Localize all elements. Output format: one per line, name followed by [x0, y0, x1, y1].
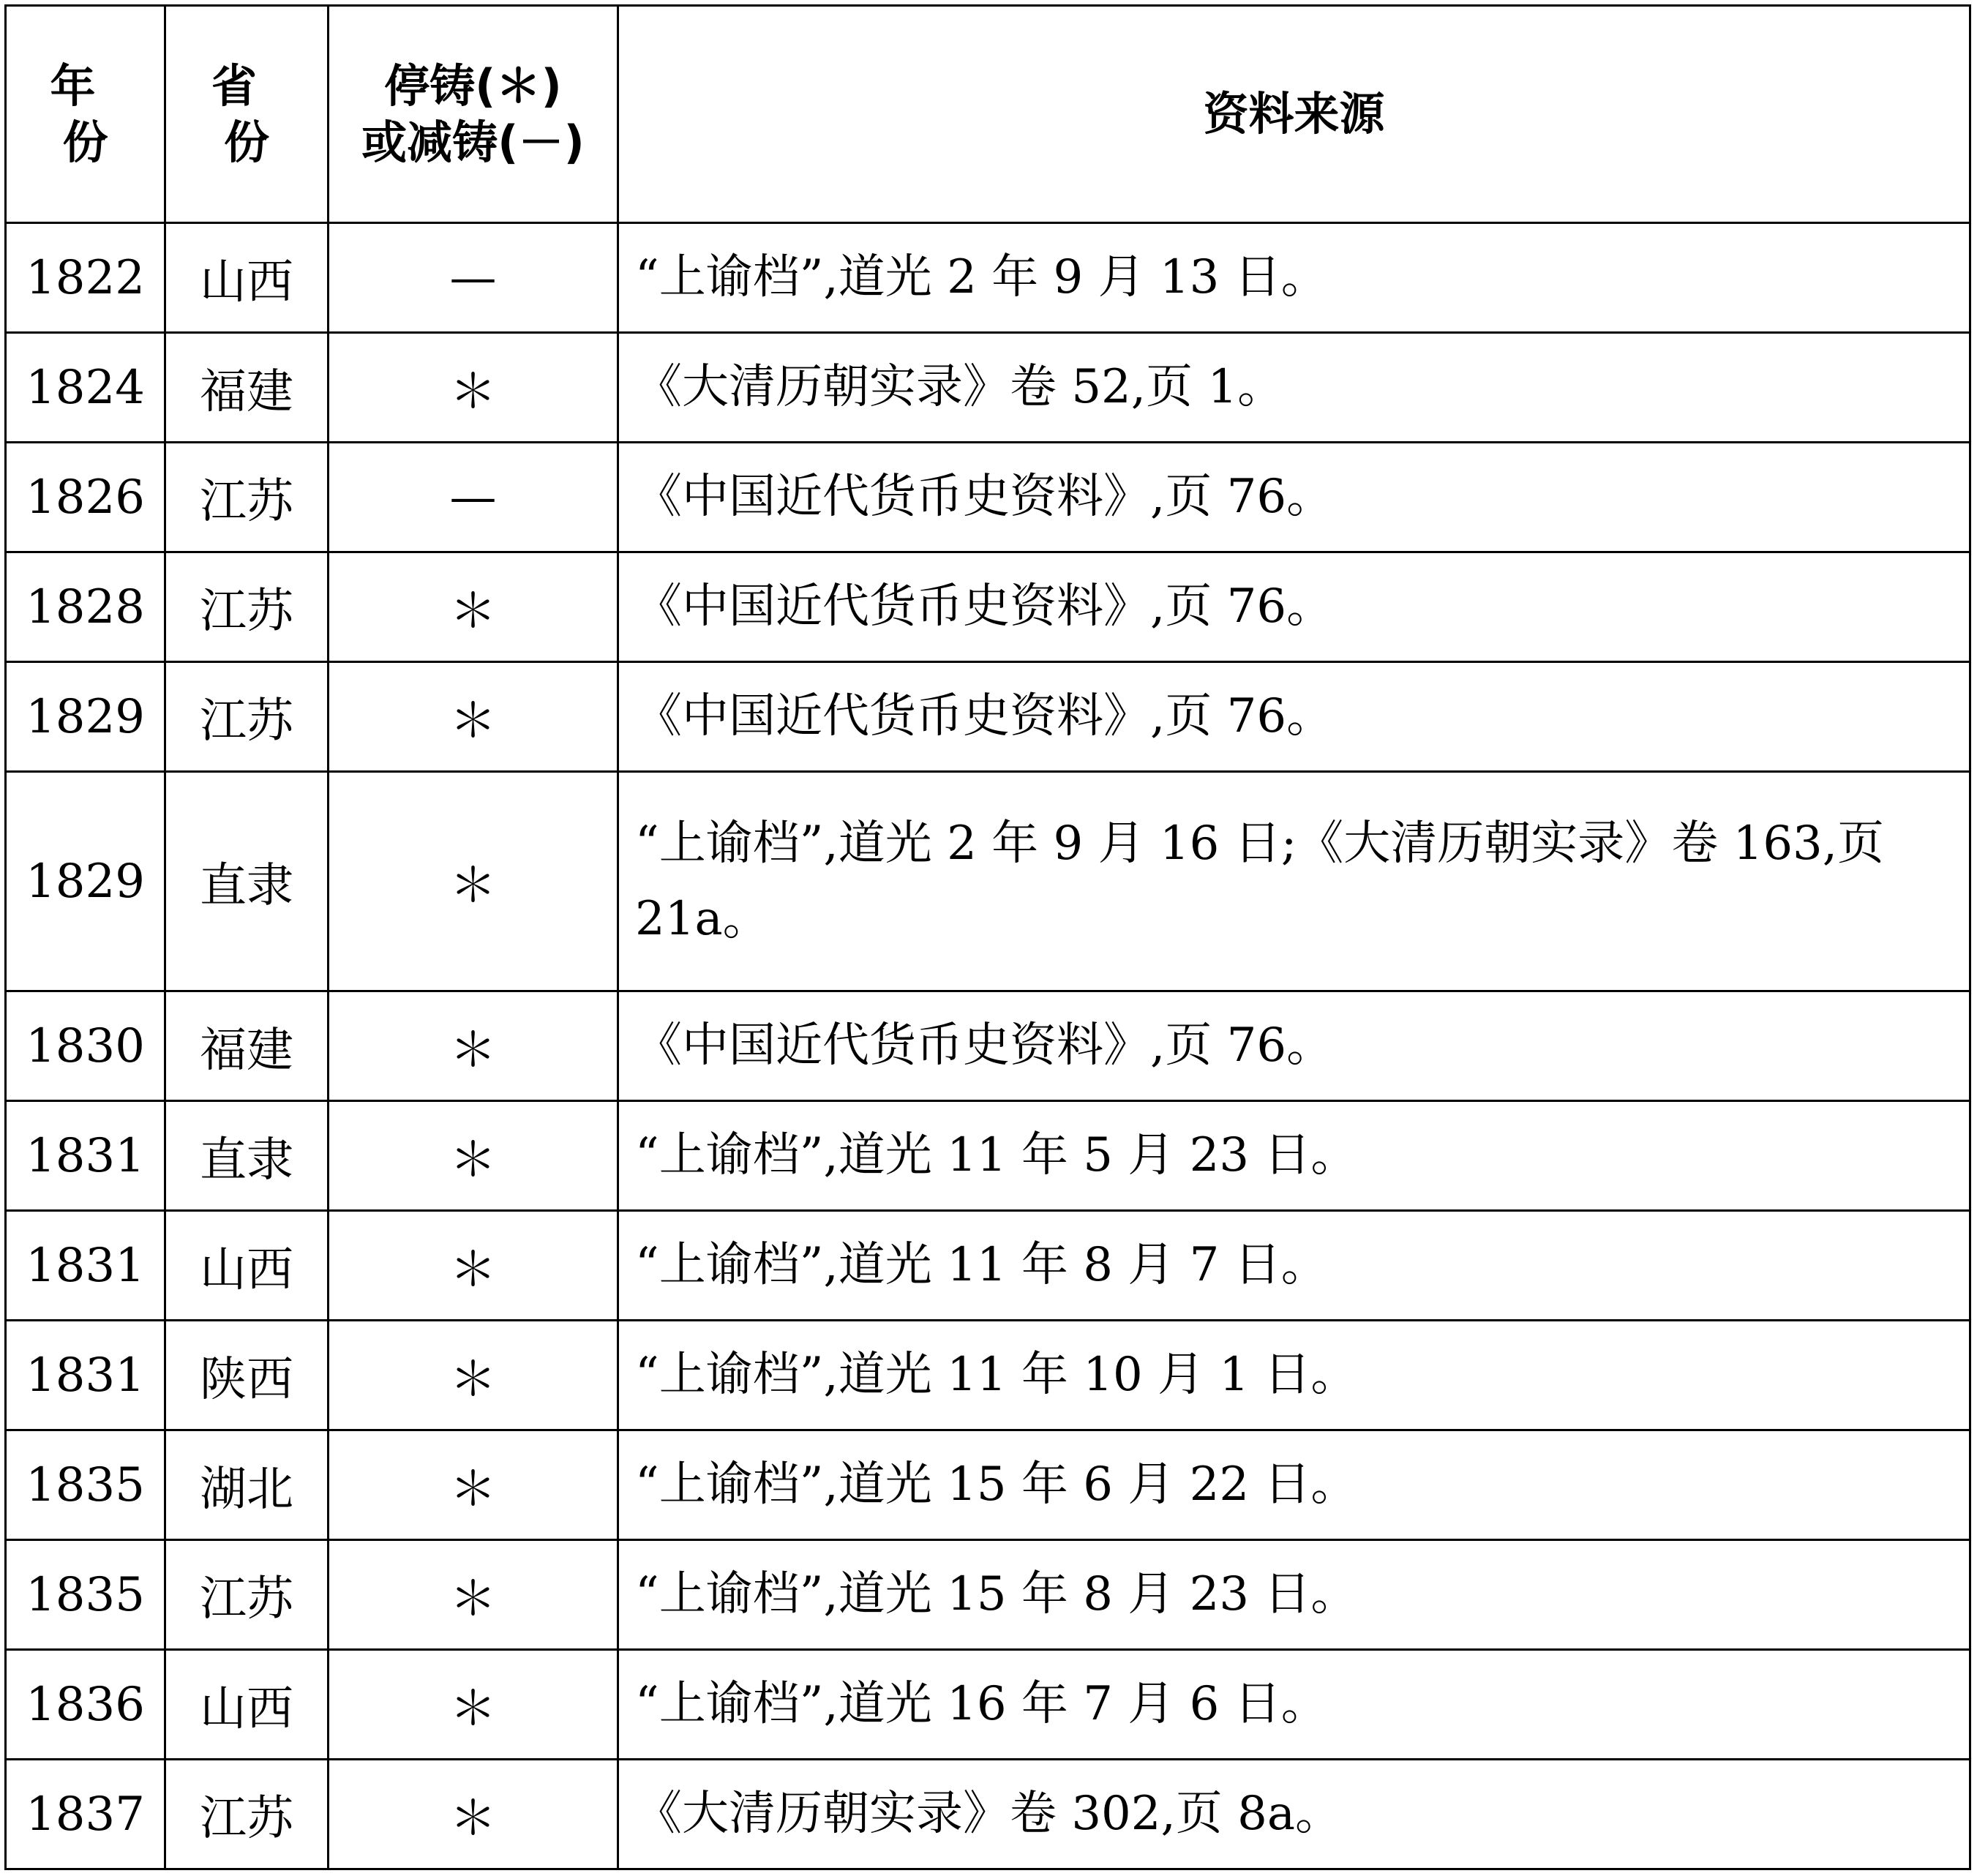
cell-year: 1831 — [6, 1321, 165, 1430]
cell-mark: ＊ — [329, 1101, 618, 1211]
cell-mark: ＊ — [329, 1650, 618, 1760]
header-mark-line1: 停铸(＊) — [384, 59, 562, 113]
cell-source: 《中国近代货币史资料》,页 76。 — [618, 662, 1970, 772]
cell-source: “上谕档”,道光 11 年 5 月 23 日。 — [618, 1101, 1970, 1211]
cell-province: 山西 — [165, 1211, 329, 1321]
mint-suspension-table — [4, 4, 1971, 1870]
cell-mark: ＊ — [329, 772, 618, 991]
cell-year: 1835 — [6, 1540, 165, 1650]
cell-year: 1829 — [6, 772, 165, 991]
header-year: 年 份 — [6, 6, 165, 223]
cell-province: 福建 — [165, 333, 329, 443]
cell-mark: ＊ — [329, 662, 618, 772]
cell-province: 陕西 — [165, 1321, 329, 1430]
table-row — [6, 443, 1970, 552]
header-mark-line2: 或减铸(－) — [361, 116, 585, 169]
cell-province: 山西 — [165, 1650, 329, 1760]
cell-province: 山西 — [165, 223, 329, 333]
header-mark — [329, 6, 618, 223]
header-source: 资料来源 — [618, 6, 1970, 223]
cell-source: 《中国近代货币史资料》,页 76。 — [618, 443, 1970, 552]
cell-year: 1826 — [6, 443, 165, 552]
cell-year: 1836 — [6, 1650, 165, 1760]
table-row — [6, 772, 1970, 991]
cell-source: 《中国近代货币史资料》,页 76。 — [618, 552, 1970, 662]
cell-year: 1831 — [6, 1101, 165, 1211]
table-row — [6, 223, 1970, 333]
cell-province: 福建 — [165, 991, 329, 1101]
cell-mark: ＊ — [329, 1321, 618, 1430]
cell-mark: ＊ — [329, 1211, 618, 1321]
header-row — [6, 6, 1970, 223]
cell-year: 1835 — [6, 1430, 165, 1540]
cell-province: 江苏 — [165, 1540, 329, 1650]
cell-province: 直隶 — [165, 1101, 329, 1211]
cell-year: 1830 — [6, 991, 165, 1101]
table-row — [6, 552, 1970, 662]
table-row — [6, 662, 1970, 772]
cell-province: 江苏 — [165, 662, 329, 772]
table-row — [6, 1760, 1970, 1869]
cell-province: 江苏 — [165, 552, 329, 662]
cell-source: “上谕档”,道光 11 年 8 月 7 日。 — [618, 1211, 1970, 1321]
cell-mark: — — [329, 443, 618, 552]
table-row — [6, 991, 1970, 1101]
table-body — [6, 223, 1970, 1869]
cell-mark: ＊ — [329, 333, 618, 443]
cell-year: 1837 — [6, 1760, 165, 1869]
table-row — [6, 1430, 1970, 1540]
table-row — [6, 1321, 1970, 1430]
header-province: 省 份 — [165, 6, 329, 223]
cell-source: “上谕档”,道光 15 年 8 月 23 日。 — [618, 1540, 1970, 1650]
cell-source: “上谕档”,道光 15 年 6 月 22 日。 — [618, 1430, 1970, 1540]
cell-province: 湖北 — [165, 1430, 329, 1540]
cell-mark: ＊ — [329, 552, 618, 662]
cell-source: “上谕档”,道光 2 年 9 月 13 日。 — [618, 223, 1970, 333]
table-row — [6, 1211, 1970, 1321]
table-row — [6, 1540, 1970, 1650]
cell-source: “上谕档”,道光 11 年 10 月 1 日。 — [618, 1321, 1970, 1430]
cell-year: 1822 — [6, 223, 165, 333]
cell-year: 1829 — [6, 662, 165, 772]
cell-mark: ＊ — [329, 1540, 618, 1650]
cell-source: “上谕档”,道光 16 年 7 月 6 日。 — [618, 1650, 1970, 1760]
cell-province: 江苏 — [165, 1760, 329, 1869]
cell-year: 1828 — [6, 552, 165, 662]
cell-source: 《大清历朝实录》卷 52,页 1。 — [618, 333, 1970, 443]
table-row — [6, 1101, 1970, 1211]
cell-year: 1831 — [6, 1211, 165, 1321]
cell-source: 《中国近代货币史资料》,页 76。 — [618, 991, 1970, 1101]
cell-province: 直隶 — [165, 772, 329, 991]
cell-mark: ＊ — [329, 1430, 618, 1540]
table-row — [6, 1650, 1970, 1760]
cell-province: 江苏 — [165, 443, 329, 552]
cell-mark: — — [329, 223, 618, 333]
cell-year: 1824 — [6, 333, 165, 443]
table-row — [6, 333, 1970, 443]
cell-source: “上谕档”,道光 2 年 9 月 16 日;《大清历朝实录》卷 163,页 21a。 — [618, 772, 1970, 991]
cell-mark: ＊ — [329, 991, 618, 1101]
cell-mark: ＊ — [329, 1760, 618, 1869]
table-header — [6, 6, 1970, 223]
cell-source: 《大清历朝实录》卷 302,页 8a。 — [618, 1760, 1970, 1869]
